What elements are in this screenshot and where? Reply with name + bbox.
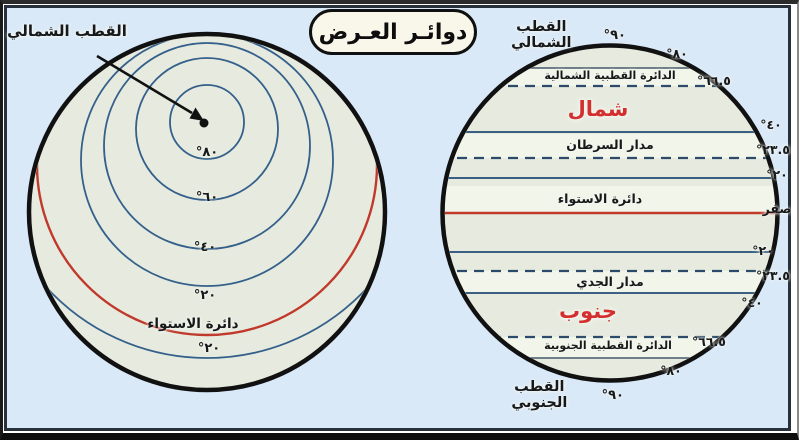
south-pole-degree: °٩٠ [601, 387, 624, 403]
tick-south-20: °٢٠ [752, 243, 774, 258]
left-ring-20s-label: °٢٠ [197, 341, 221, 356]
tropic-of-cancer-label: مدار السرطان [566, 137, 654, 152]
tick-north-66-5: °٦٦.٥ [697, 73, 731, 88]
right-north-pole-label [486, 20, 626, 52]
tick-south-40: °٤٠ [741, 295, 763, 310]
left-ring-80-label: °٨٠ [195, 145, 219, 160]
north-pole-degree: °٩٠ [603, 27, 626, 43]
tick-zero: صفر [762, 201, 792, 216]
left-ring-20n-label: °٢٠ [193, 288, 217, 303]
arctic-circle-label: الدائرة القطبية الشمالية [544, 69, 676, 82]
north-pole-name: القطب الشمالي [511, 19, 572, 51]
right-south-pole-label [484, 380, 624, 412]
tick-south-80: °٨٠ [660, 363, 682, 378]
tick-south-66-5: °٦٦.٥ [692, 334, 726, 349]
tropic-of-capricorn-label: مدار الجدي [576, 274, 644, 289]
page-title: دوائـر العـرض [318, 19, 468, 45]
left-equator-label: دائرة الاستواء [147, 316, 239, 332]
tick-north-20: °٢٠ [766, 167, 788, 182]
tick-north-23-5: °٢٣.٥ [756, 142, 790, 157]
tick-north-80: °٨٠ [666, 46, 688, 61]
south-pole-name: القطب الجنوبي [511, 379, 568, 411]
right-globe-side-view [440, 46, 782, 381]
right-equator-label: دائرة الاستواء [557, 191, 643, 206]
south-word: جنوب [559, 299, 617, 323]
left-north-pole-label: القطب الشمالي [7, 22, 127, 40]
tick-north-40: °٤٠ [760, 117, 782, 132]
left-ring-40-label: °٤٠ [193, 240, 217, 255]
north-word: شمال [567, 97, 629, 121]
antarctic-circle-label: الدائرة القطبية الجنوبية [544, 339, 672, 352]
tick-south-23-5: °٢٣.٥ [756, 268, 790, 283]
title-badge [309, 9, 477, 55]
left-ring-60-label: °٦٠ [195, 190, 219, 205]
